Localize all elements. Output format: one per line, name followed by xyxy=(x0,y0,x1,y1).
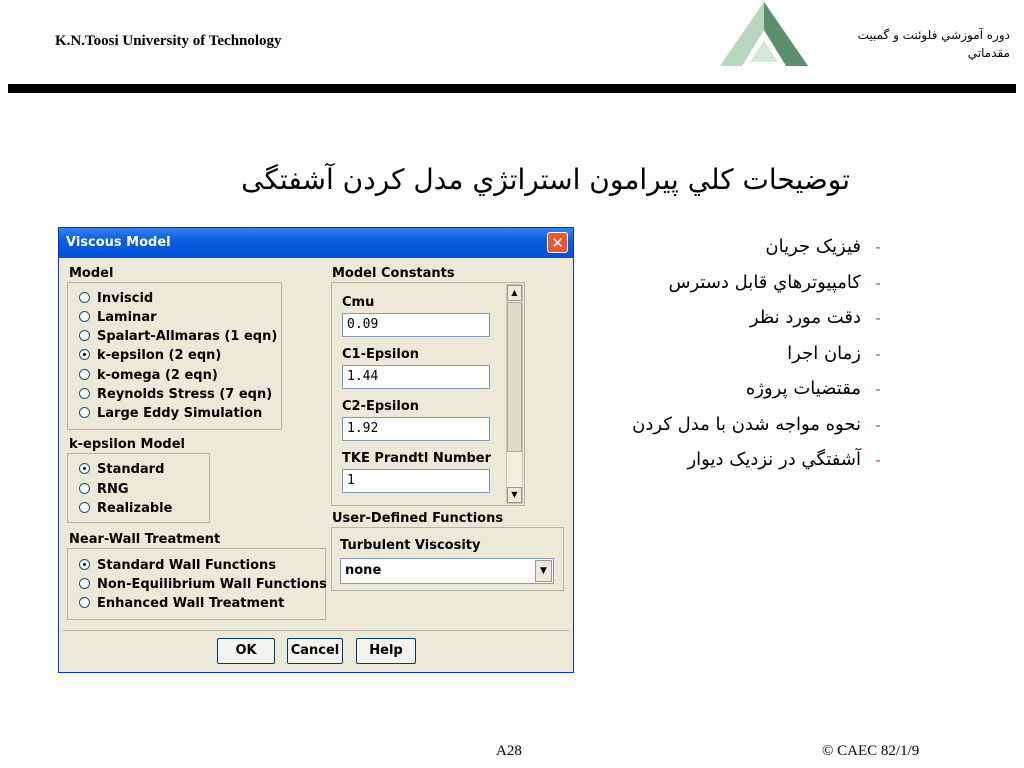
option-label: Inviscid xyxy=(97,291,154,306)
chevron-down-icon[interactable]: ▼ xyxy=(535,560,552,582)
university-name: K.N.Toosi University of Technology xyxy=(55,33,282,49)
radio-icon xyxy=(79,292,90,303)
radio-icon xyxy=(79,330,90,341)
constant-label-c2-epsilon: C2-Epsilon xyxy=(342,399,420,414)
option-label: Standard xyxy=(97,462,165,477)
dialog-title: Viscous Model xyxy=(66,235,171,250)
constants-scrollbar[interactable] xyxy=(506,284,523,504)
radio-icon xyxy=(79,483,90,494)
bullet-dash: - xyxy=(875,311,881,327)
radio-icon xyxy=(79,311,90,322)
option-label: Non-Equilibrium Wall Functions xyxy=(97,577,327,592)
bullet-dash: - xyxy=(875,417,881,434)
udf-label: User-Defined Functions xyxy=(332,511,504,526)
bullet-dash: - xyxy=(875,453,881,469)
list-item xyxy=(560,340,895,376)
constant-label-c1-epsilon: C1-Epsilon xyxy=(342,347,420,362)
tke-prandtl-input[interactable]: 1 xyxy=(342,469,490,493)
radio-enhanced-wall-treatment[interactable] xyxy=(79,596,284,611)
bullet-dash: - xyxy=(875,275,881,292)
option-label: Enhanced Wall Treatment xyxy=(97,596,285,611)
scroll-up-icon[interactable]: ▲ xyxy=(507,285,522,301)
header-rule xyxy=(8,84,1016,93)
c2-epsilon-input[interactable]: 1.92 xyxy=(342,417,490,441)
bullet-text: کامپيوترهاي قابل دسترس xyxy=(668,271,861,293)
bullet-list xyxy=(560,233,895,482)
k-epsilon-model-label: k-epsilon Model xyxy=(69,437,185,452)
cmu-input[interactable]: 0.09 xyxy=(342,313,490,337)
select-value: none xyxy=(345,563,382,578)
bullet-text: فيزيک جريان xyxy=(765,236,861,257)
option-label: Large Eddy Simulation xyxy=(97,406,263,421)
viscous-model-dialog xyxy=(58,227,574,673)
option-label: Realizable xyxy=(97,501,173,516)
radio-k-epsilon[interactable] xyxy=(79,348,221,363)
list-item xyxy=(560,304,895,340)
scroll-down-icon[interactable]: ▼ xyxy=(507,487,522,503)
list-item xyxy=(560,446,895,482)
option-label: Spalart-Allmaras (1 eqn) xyxy=(97,329,278,344)
radio-selected-icon xyxy=(79,463,90,474)
option-label: Standard Wall Functions xyxy=(97,558,277,573)
c1-epsilon-input[interactable]: 1.44 xyxy=(342,365,490,389)
near-wall-treatment-label: Near-Wall Treatment xyxy=(69,532,221,547)
radio-icon xyxy=(79,502,90,513)
bullet-text: زمان اجرا xyxy=(787,342,861,364)
button-separator xyxy=(63,630,569,631)
radio-rng[interactable] xyxy=(79,482,129,497)
dialog-title-bar[interactable] xyxy=(59,228,573,258)
turbulent-viscosity-select[interactable] xyxy=(340,558,554,584)
list-item xyxy=(560,269,895,305)
bullet-dash: - xyxy=(875,240,881,256)
turbulent-viscosity-label: Turbulent Viscosity xyxy=(340,538,481,553)
university-logo-icon xyxy=(716,0,812,72)
radio-les[interactable] xyxy=(79,406,262,421)
option-label: RNG xyxy=(97,482,129,497)
radio-non-equilibrium-wall-functions[interactable] xyxy=(79,577,327,592)
bullet-text: دقت مورد نظر xyxy=(749,307,861,328)
copyright: © CAEC 82/1/9 xyxy=(822,743,920,759)
option-label: Laminar xyxy=(97,310,157,325)
model-constants-label: Model Constants xyxy=(332,266,455,281)
bullet-dash: - xyxy=(875,346,881,363)
course-line-1: دوره آموزشي فلوئنت و گمبيت xyxy=(857,28,1010,42)
constant-label-tke-prandtl: TKE Prandtl Number xyxy=(342,451,492,466)
radio-selected-icon xyxy=(79,349,90,360)
list-item xyxy=(560,411,895,447)
radio-icon xyxy=(79,369,90,380)
radio-icon xyxy=(79,578,90,589)
radio-reynolds-stress[interactable] xyxy=(79,387,272,402)
model-label: Model xyxy=(69,266,114,281)
bullet-text: نحوه مواجه شدن با مدل کردن xyxy=(632,413,861,435)
radio-k-omega[interactable] xyxy=(79,368,218,383)
constant-label-cmu: Cmu xyxy=(342,295,375,310)
radio-selected-icon xyxy=(79,559,90,570)
radio-icon xyxy=(79,407,90,418)
bullet-dash: - xyxy=(875,382,881,398)
bullet-text: مقتضيات پروژه xyxy=(745,378,861,399)
radio-icon xyxy=(79,597,90,608)
course-name xyxy=(810,26,1010,62)
cancel-button[interactable]: Cancel xyxy=(287,638,343,664)
list-item xyxy=(560,375,895,411)
option-label: k-omega (2 eqn) xyxy=(97,368,218,383)
radio-realizable[interactable] xyxy=(79,501,172,516)
slide-number: A28 xyxy=(496,743,522,759)
radio-icon xyxy=(79,388,90,399)
option-label: k-epsilon (2 eqn) xyxy=(97,348,222,363)
radio-laminar[interactable] xyxy=(79,310,157,325)
help-button[interactable]: Help xyxy=(356,638,416,664)
slide-title: توضيحات کلي پيرامون استراتژي مدل کردن آشفتگی xyxy=(241,163,850,196)
course-line-2: مقدماتي xyxy=(967,46,1010,60)
bullet-text: آشفتگي در نزديک ديوار xyxy=(687,449,861,470)
radio-standard-wall-functions[interactable] xyxy=(79,558,276,573)
list-item xyxy=(560,233,895,269)
option-label: Reynolds Stress (7 eqn) xyxy=(97,387,273,402)
scroll-thumb[interactable] xyxy=(507,302,522,452)
radio-spalart-allmaras[interactable] xyxy=(79,329,277,344)
radio-standard[interactable] xyxy=(79,462,164,477)
ok-button[interactable]: OK xyxy=(217,638,275,664)
radio-inviscid[interactable] xyxy=(79,291,153,306)
close-icon[interactable]: ✕ xyxy=(547,232,568,253)
